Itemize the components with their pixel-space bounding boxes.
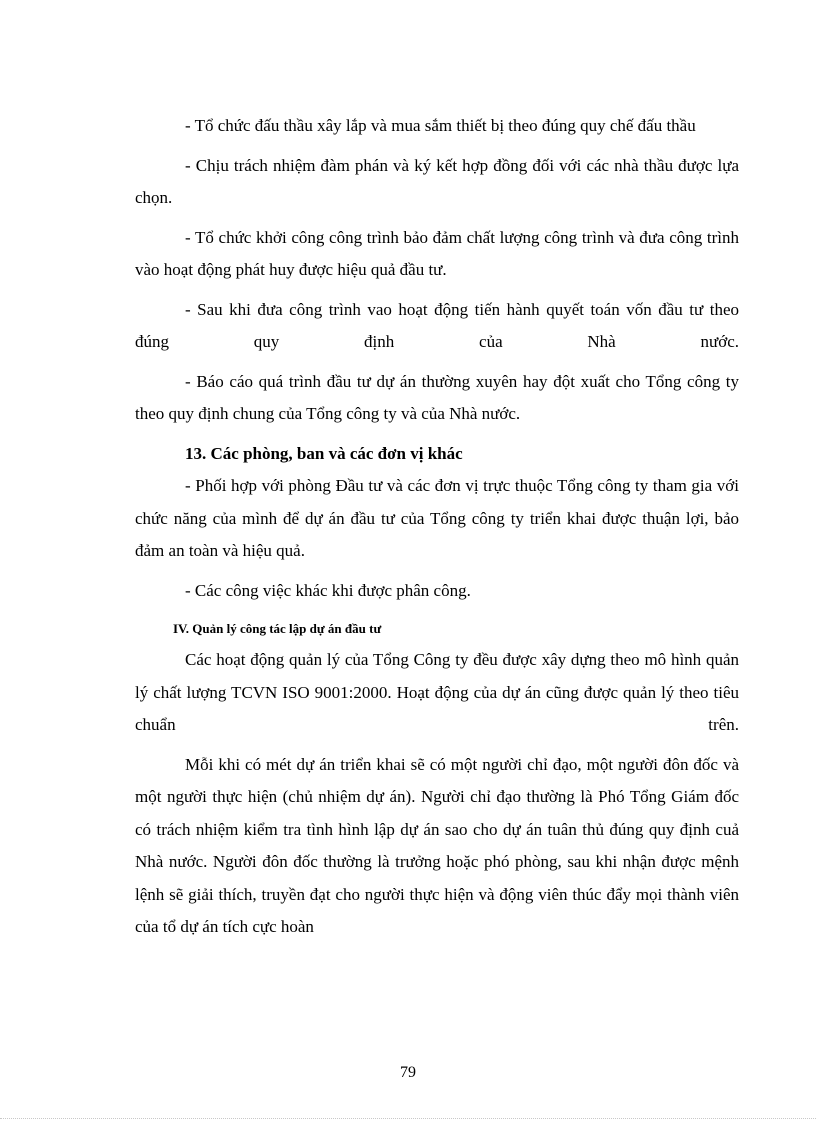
paragraph-coordination: - Phối hợp với phòng Đầu tư và các đơn vị trực thuộc Tổng công ty tham gia với chức năng của mình để dự án đầu tư của Tổng công ty triển khai được thuận lợi, bảo đảm an toàn và hiệu quả. — [135, 476, 739, 560]
paragraph-other-tasks: - Các công việc khác khi được phân công. — [185, 580, 471, 600]
page-number: 79 — [400, 1064, 416, 1081]
paragraph-negotiation: - Chịu trách nhiệm đàm phán và ký kết hợp đồng đối với các nhà thầu được lựa chọn. — [135, 155, 739, 207]
paragraph-settlement: - Sau khi đưa công trình vao hoạt động tiến hành quyết toán vốn đầu tư theo đúng quy định của Nhà nước. — [135, 299, 739, 351]
footer-divider — [0, 1118, 816, 1119]
paragraph-bidding: - Tổ chức đấu thầu xây lắp và mua sắm thiết bị theo đúng quy chế đấu thầu — [185, 116, 696, 135]
paragraph-project-roles: Mỗi khi có mét dự án triển khai sẽ có một người chỉ đạo, một người đôn đốc và một người thực hiện (chủ nhiệm dự án). Người chỉ đạo thường là Phó Tổng Giám đốc có trách nhiệm kiểm tra tình hình lập dự án sao cho dự án tuân thủ đúng quy định cuả Nhà nước. Người đôn đốc thường là trưởng hoặc phó phòng, sau khi nhận được mệnh lệnh sẽ giải thích, truyền đạt cho người thực hiện và động viên thúc đẩy mọi thành viên của tổ dự án tích cực hoàn — [135, 754, 739, 936]
section-iv-heading: IV. Quản lý công tác lập dự án đầu tư — [173, 621, 382, 636]
paragraph-reporting: - Báo cáo quá trình đầu tư dự án thường xuyên hay đột xuất cho Tổng công ty theo quy định chung của Tổng công ty và của Nhà nước. — [135, 371, 739, 423]
paragraph-construction-start: - Tổ chức khởi công công trình bảo đảm chất lượng công trình và đưa công trình vào hoạt động phát huy được hiệu quả đầu tư. — [135, 227, 739, 279]
paragraph-quality-management: Các hoạt động quản lý của Tổng Công ty đều được xây dựng theo mô hình quản lý chất lượng TCVN ISO 9001:2000. Hoạt động của dự án cũng được quản lý theo tiêu chuẩn trên. — [135, 650, 739, 734]
page-content — [135, 110, 739, 944]
section-13-heading: 13. Các phòng, ban và các đơn vị khác — [185, 443, 463, 463]
